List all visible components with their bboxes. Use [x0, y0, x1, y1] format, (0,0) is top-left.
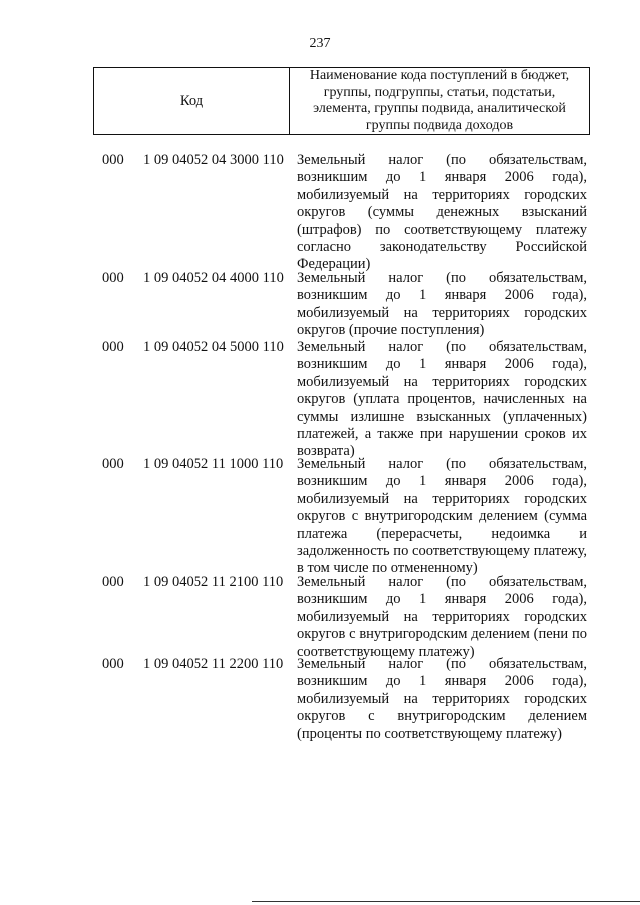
header-name-line: элемента, группы подвида, аналитической: [313, 101, 566, 116]
revenue-code: 1 09 04052 11 2200 110: [143, 656, 284, 672]
description-line: мобилизуемый на территориях городских: [297, 186, 587, 203]
description-line: согласно законодательству Российской: [297, 239, 587, 256]
description-line: округов с внутригородским делением (пени по: [297, 626, 587, 643]
description-line: возникшим до 1 января 2006 года),: [297, 673, 587, 690]
revenue-code: 1 09 04052 04 3000 110: [143, 152, 284, 168]
description-line: округов (прочие поступления): [297, 322, 485, 339]
description-line: возникшим до 1 января 2006 года),: [297, 169, 587, 186]
admin-code: 000: [102, 574, 124, 590]
description-line: Земельный налог (по обязательствам,: [297, 152, 587, 168]
description-line: мобилизуемый на территориях городских: [297, 608, 587, 625]
revenue-code: 1 09 04052 04 5000 110: [143, 339, 284, 355]
description-line: мобилизуемый на территориях городских: [297, 690, 587, 707]
description-line: Земельный налог (по обязательствам,: [297, 456, 587, 472]
description-line: Земельный налог (по обязательствам,: [297, 270, 587, 286]
revenue-description: [297, 656, 587, 743]
revenue-description: [297, 339, 587, 461]
description-line: мобилизуемый на территориях городских: [297, 490, 587, 507]
description-line: округов (суммы денежных взысканий: [297, 204, 587, 221]
revenue-code: 1 09 04052 11 2100 110: [143, 574, 284, 590]
description-line: Земельный налог (по обязательствам,: [297, 656, 587, 672]
admin-code: 000: [102, 339, 124, 355]
description-line: мобилизуемый на территориях городских: [297, 304, 587, 321]
revenue-description: [297, 152, 587, 274]
header-name-line: группы подвида доходов: [365, 117, 514, 133]
description-line: округов (уплата процентов, начисленных на: [297, 391, 587, 408]
description-line: возникшим до 1 января 2006 года),: [297, 287, 587, 304]
description-line: возникшим до 1 января 2006 года),: [297, 591, 587, 608]
description-line: суммы излишне взысканных (уплаченных): [297, 408, 587, 425]
admin-code: 000: [102, 270, 124, 286]
description-line: округов с внутригородским делением: [297, 708, 587, 725]
description-line: платежа (перерасчеты, недоимка и: [297, 525, 587, 542]
description-line: Федерации): [297, 256, 371, 273]
revenue-description: [297, 574, 587, 661]
description-line: мобилизуемый на территориях городских: [297, 373, 587, 390]
header-code-cell: Код: [94, 68, 290, 134]
admin-code: 000: [102, 152, 124, 168]
description-line: соответствующему платежу): [297, 643, 475, 660]
revenue-code: 1 09 04052 11 1000 110: [143, 456, 284, 472]
description-line: возврата): [297, 443, 355, 460]
page-number: 237: [309, 36, 331, 51]
description-line: задолженность по соответствующему платежу,: [297, 543, 587, 560]
description-line: (проценты по соответствующему платежу): [297, 725, 562, 742]
header-name-cell: [290, 68, 589, 134]
header-name-line: Наименование кода поступлений в бюджет,: [309, 68, 570, 83]
description-line: округов с внутригородским делением (сумма: [297, 508, 587, 525]
revenue-code: 1 09 04052 04 4000 110: [143, 270, 284, 286]
admin-code: 000: [102, 456, 124, 472]
description-line: возникшим до 1 января 2006 года),: [297, 473, 587, 490]
description-line: в том числе по отмененному): [297, 560, 478, 577]
description-line: возникшим до 1 января 2006 года),: [297, 356, 587, 373]
admin-code: 000: [102, 656, 124, 672]
description-line: (штрафов) по соответствующему платежу: [297, 221, 587, 238]
revenue-description: [297, 456, 587, 578]
description-line: Земельный налог (по обязательствам,: [297, 574, 587, 590]
description-line: Земельный налог (по обязательствам,: [297, 339, 587, 355]
table-header: [93, 67, 590, 135]
page-edge-line: [252, 901, 640, 902]
header-name-line: группы, подгруппы, статьи, подстатьи,: [323, 84, 556, 100]
revenue-description: [297, 270, 587, 340]
description-line: платежей, а также при нарушении сроков их: [297, 426, 587, 443]
